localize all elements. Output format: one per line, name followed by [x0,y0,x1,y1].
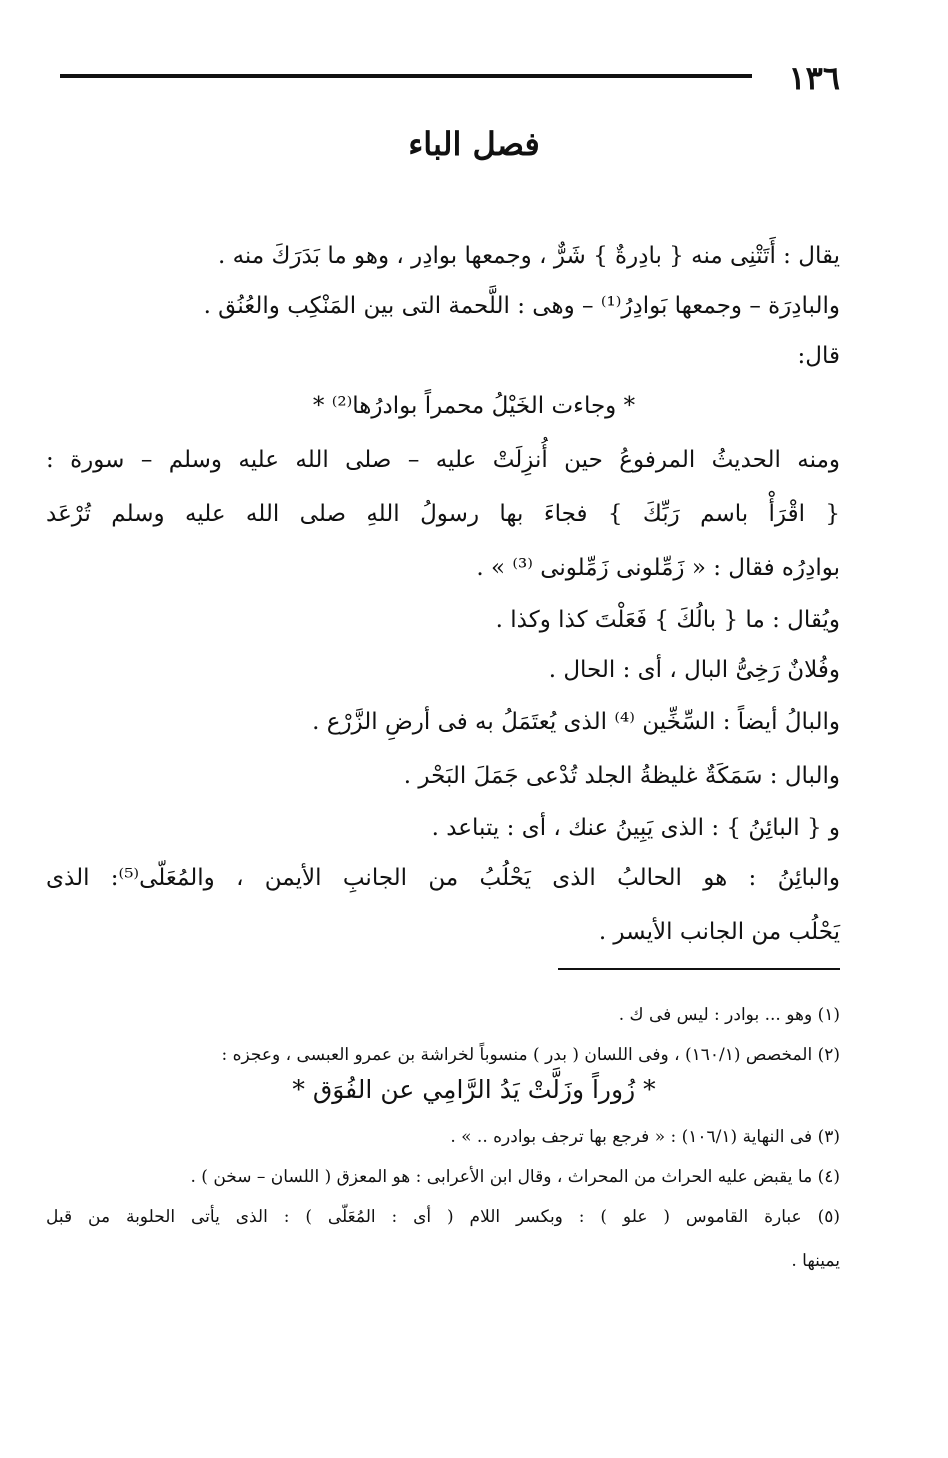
body-line: والبالُ أيضاً : السِّخِّين ⁽⁴⁾ الذى يُعتَمَلُ به فى أرضِ الزَّرْع . [312,709,840,735]
body-line: يقال : أَتَتْنِى منه { بادِرةٌ } شَرٌّ ، وجمعها بوادِر ، وهو ما بَدَرَكَ منه . [217,243,840,269]
body-line: بوادِرُه فقال : « زَمِّلونى زَمِّلونى ⁽³⁾ » . [476,555,840,581]
body-line: والبائِنُ : هو الحالبُ الذى يَحْلُبُ من الجانبِ الأيمن ، والمُعَلّى⁽⁵⁾: الذى [46,865,840,891]
footnote: (٣) فى النهاية (١٠٦/١) : « فرجع بها ترجف بوادره .. » . [450,1127,840,1147]
poetry-verse: * وجاءت الخَيْلُ محمراً بوادرُها⁽²⁾ * [312,393,636,419]
footnote: (٢) المخصص (١٦٠/١) ، وفى اللسان ( بدر ) منسوباً لخراشة بن عمرو العبسى ، وعجزه : [221,1045,840,1065]
page-header [60,58,840,98]
body-line: وفُلانٌ رَخِىُّ البال ، أى : الحال . [548,657,840,683]
footnote: يمينها . [791,1251,840,1271]
body-line: والبادِرَة – وجمعها بَوادِرُ⁽¹⁾ – وهى : اللَّحمة التى بين المَنْكِب والعُنُق . [203,293,840,319]
body-line: ويُقال : ما { بالُكَ } فَعَلْتَ كذا وكذا . [495,607,840,633]
body-line: { اقْرَأْ باسم رَبِّكَ } فجاءَ بها رسولُ اللهِ صلى الله عليه وسلم تُرْعَد [46,501,840,527]
body-line: و { البائِنُ } : الذى يَبِينُ عنك ، أى : يتباعد . [431,815,840,841]
header-rule [60,74,752,78]
footnote: (٤) ما يقبض عليه الحراث من المحراث ، وقال ابن الأعرابى : هو المعزق ( اللسان – سخن ) . [190,1167,840,1187]
footnote: (١) وهو ... بوادر : ليس فى ك . [618,1005,840,1025]
body-line: يَحْلُب من الجانب الأيسر . [598,919,840,945]
chapter-title: فصل الباء [408,125,540,163]
body-line: ومنه الحديثُ المرفوعُ حين أُنزِلَتْ عليه – صلى الله عليه وسلم – سورة : [46,447,840,473]
footnote-divider [558,968,840,970]
footnote-verse: * زُوراً وزَلَّتْ يَدُ الرَّامِي عن الفُوَق * [292,1075,656,1104]
footnote: (٥) عبارة القاموس ( علو ) : وبكسر اللام ( أى : المُعَلّى ) : الذى يأتى الحلوبة من قبل [46,1207,840,1227]
page-number: ١٣٦ [788,59,840,97]
body-line: قال: [797,343,840,369]
body-line: والبال : سَمَكَةٌ غليظةُ الجلد تُدْعى جَمَلَ البَحْر . [403,763,840,789]
